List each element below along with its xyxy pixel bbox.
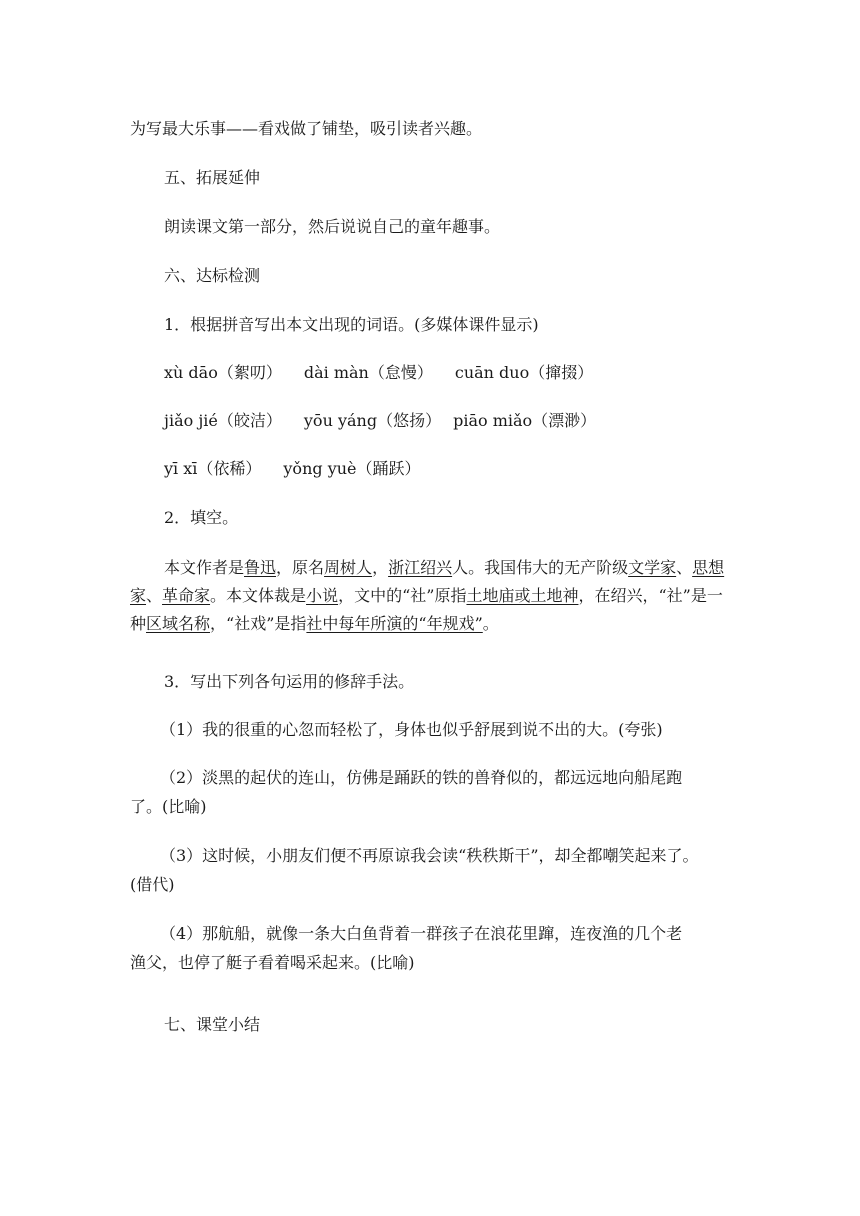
pinyin-item: piāo miǎo（漂渺） — [453, 411, 597, 430]
fill-text: ，文中的“社”原指 — [338, 586, 467, 605]
sentence-1: （1）我的很重的心忽而轻松了，身体也似乎舒展到说不出的大。(夸张) — [160, 720, 663, 739]
pinyin-item: dài màn（怠慢） — [303, 363, 433, 382]
fill-answer: 浙江绍兴 — [388, 558, 453, 577]
sentence-4-line-2: 渔父，也停了艇子看着喝采起来。(比喻) — [130, 953, 415, 972]
question-1: 1．根据拼音写出本文出现的词语。(多媒体课件显示) — [164, 315, 539, 334]
fill-answer: 区域名称 — [146, 614, 211, 633]
fill-answer: 土地庙或土地神 — [466, 586, 579, 605]
sentence-3-line-1: （3）这时候，小朋友们便不再原谅我会读“秩秩斯干”，却全都嘲笑起来了。 — [160, 846, 699, 865]
paragraph-intro-end: 为写最大乐事——看戏做了铺垫，吸引读者兴趣。 — [130, 119, 483, 138]
fill-text: ， — [372, 558, 389, 577]
fill-answer: 文学家 — [628, 558, 677, 577]
fill-text: ，在绍兴， — [578, 586, 659, 605]
paragraph-extension: 朗读课文第一部分，然后说说自己的童年趣事。 — [164, 217, 501, 236]
pinyin-item: cuān duo（撺掇） — [454, 363, 594, 382]
fill-text: 。 — [482, 614, 499, 633]
pinyin-item: xù dāo（絮叨） — [164, 363, 282, 382]
fill-text: 本文作者是 — [164, 558, 245, 577]
pinyin-item: yǒng yuè（踊跃） — [283, 459, 421, 478]
sentence-4-line-1: （4）那航船，就像一条大白鱼背着一群孩子在浪花里蹿，连夜渔的几个老 — [160, 924, 683, 943]
fill-text: “社”是一种 — [130, 586, 723, 633]
question-2: 2．填空。 — [164, 508, 239, 527]
fill-answer: 革命家 — [162, 586, 211, 605]
fill-answer: 鲁迅 — [244, 558, 277, 577]
heading-assessment: 六、达标检测 — [164, 266, 261, 285]
pinyin-item: yī xī（依稀） — [164, 459, 262, 478]
fill-answer: 周树人 — [324, 558, 373, 577]
fill-answer: 社中每年所演的“年规戏” — [306, 614, 483, 633]
pinyin-row-1 — [164, 361, 730, 385]
pinyin-item: jiǎo jié（皎洁） — [164, 411, 282, 430]
pinyin-row-3 — [164, 457, 730, 481]
heading-summary: 七、课堂小结 — [164, 1015, 261, 1034]
fill-answer: 思想家 — [130, 558, 725, 605]
sentence-2-line-2: 了。(比喻) — [130, 797, 207, 816]
fill-text: ，“社戏”是指 — [210, 614, 307, 633]
fill-text: 、 — [676, 558, 693, 577]
fill-text: 人。我国伟大的无产阶级 — [452, 558, 629, 577]
fill-in-paragraph — [130, 554, 730, 638]
pinyin-row-2 — [164, 409, 730, 433]
sentence-3-line-2: (借代) — [130, 875, 175, 894]
sentence-2-line-1: （2）淡黑的起伏的连山，仿佛是踊跃的铁的兽脊似的，都远远地向船尾跑 — [160, 768, 683, 787]
fill-answer: 小说 — [306, 586, 339, 605]
question-3: 3．写出下列各句运用的修辞手法。 — [164, 672, 415, 691]
heading-extension: 五、拓展延伸 — [164, 168, 261, 187]
fill-text: ，原名 — [276, 558, 325, 577]
fill-text: 。本文体裁是 — [210, 586, 307, 605]
pinyin-item: yōu yáng（悠扬） — [303, 411, 442, 430]
fill-text: 、 — [146, 586, 163, 605]
